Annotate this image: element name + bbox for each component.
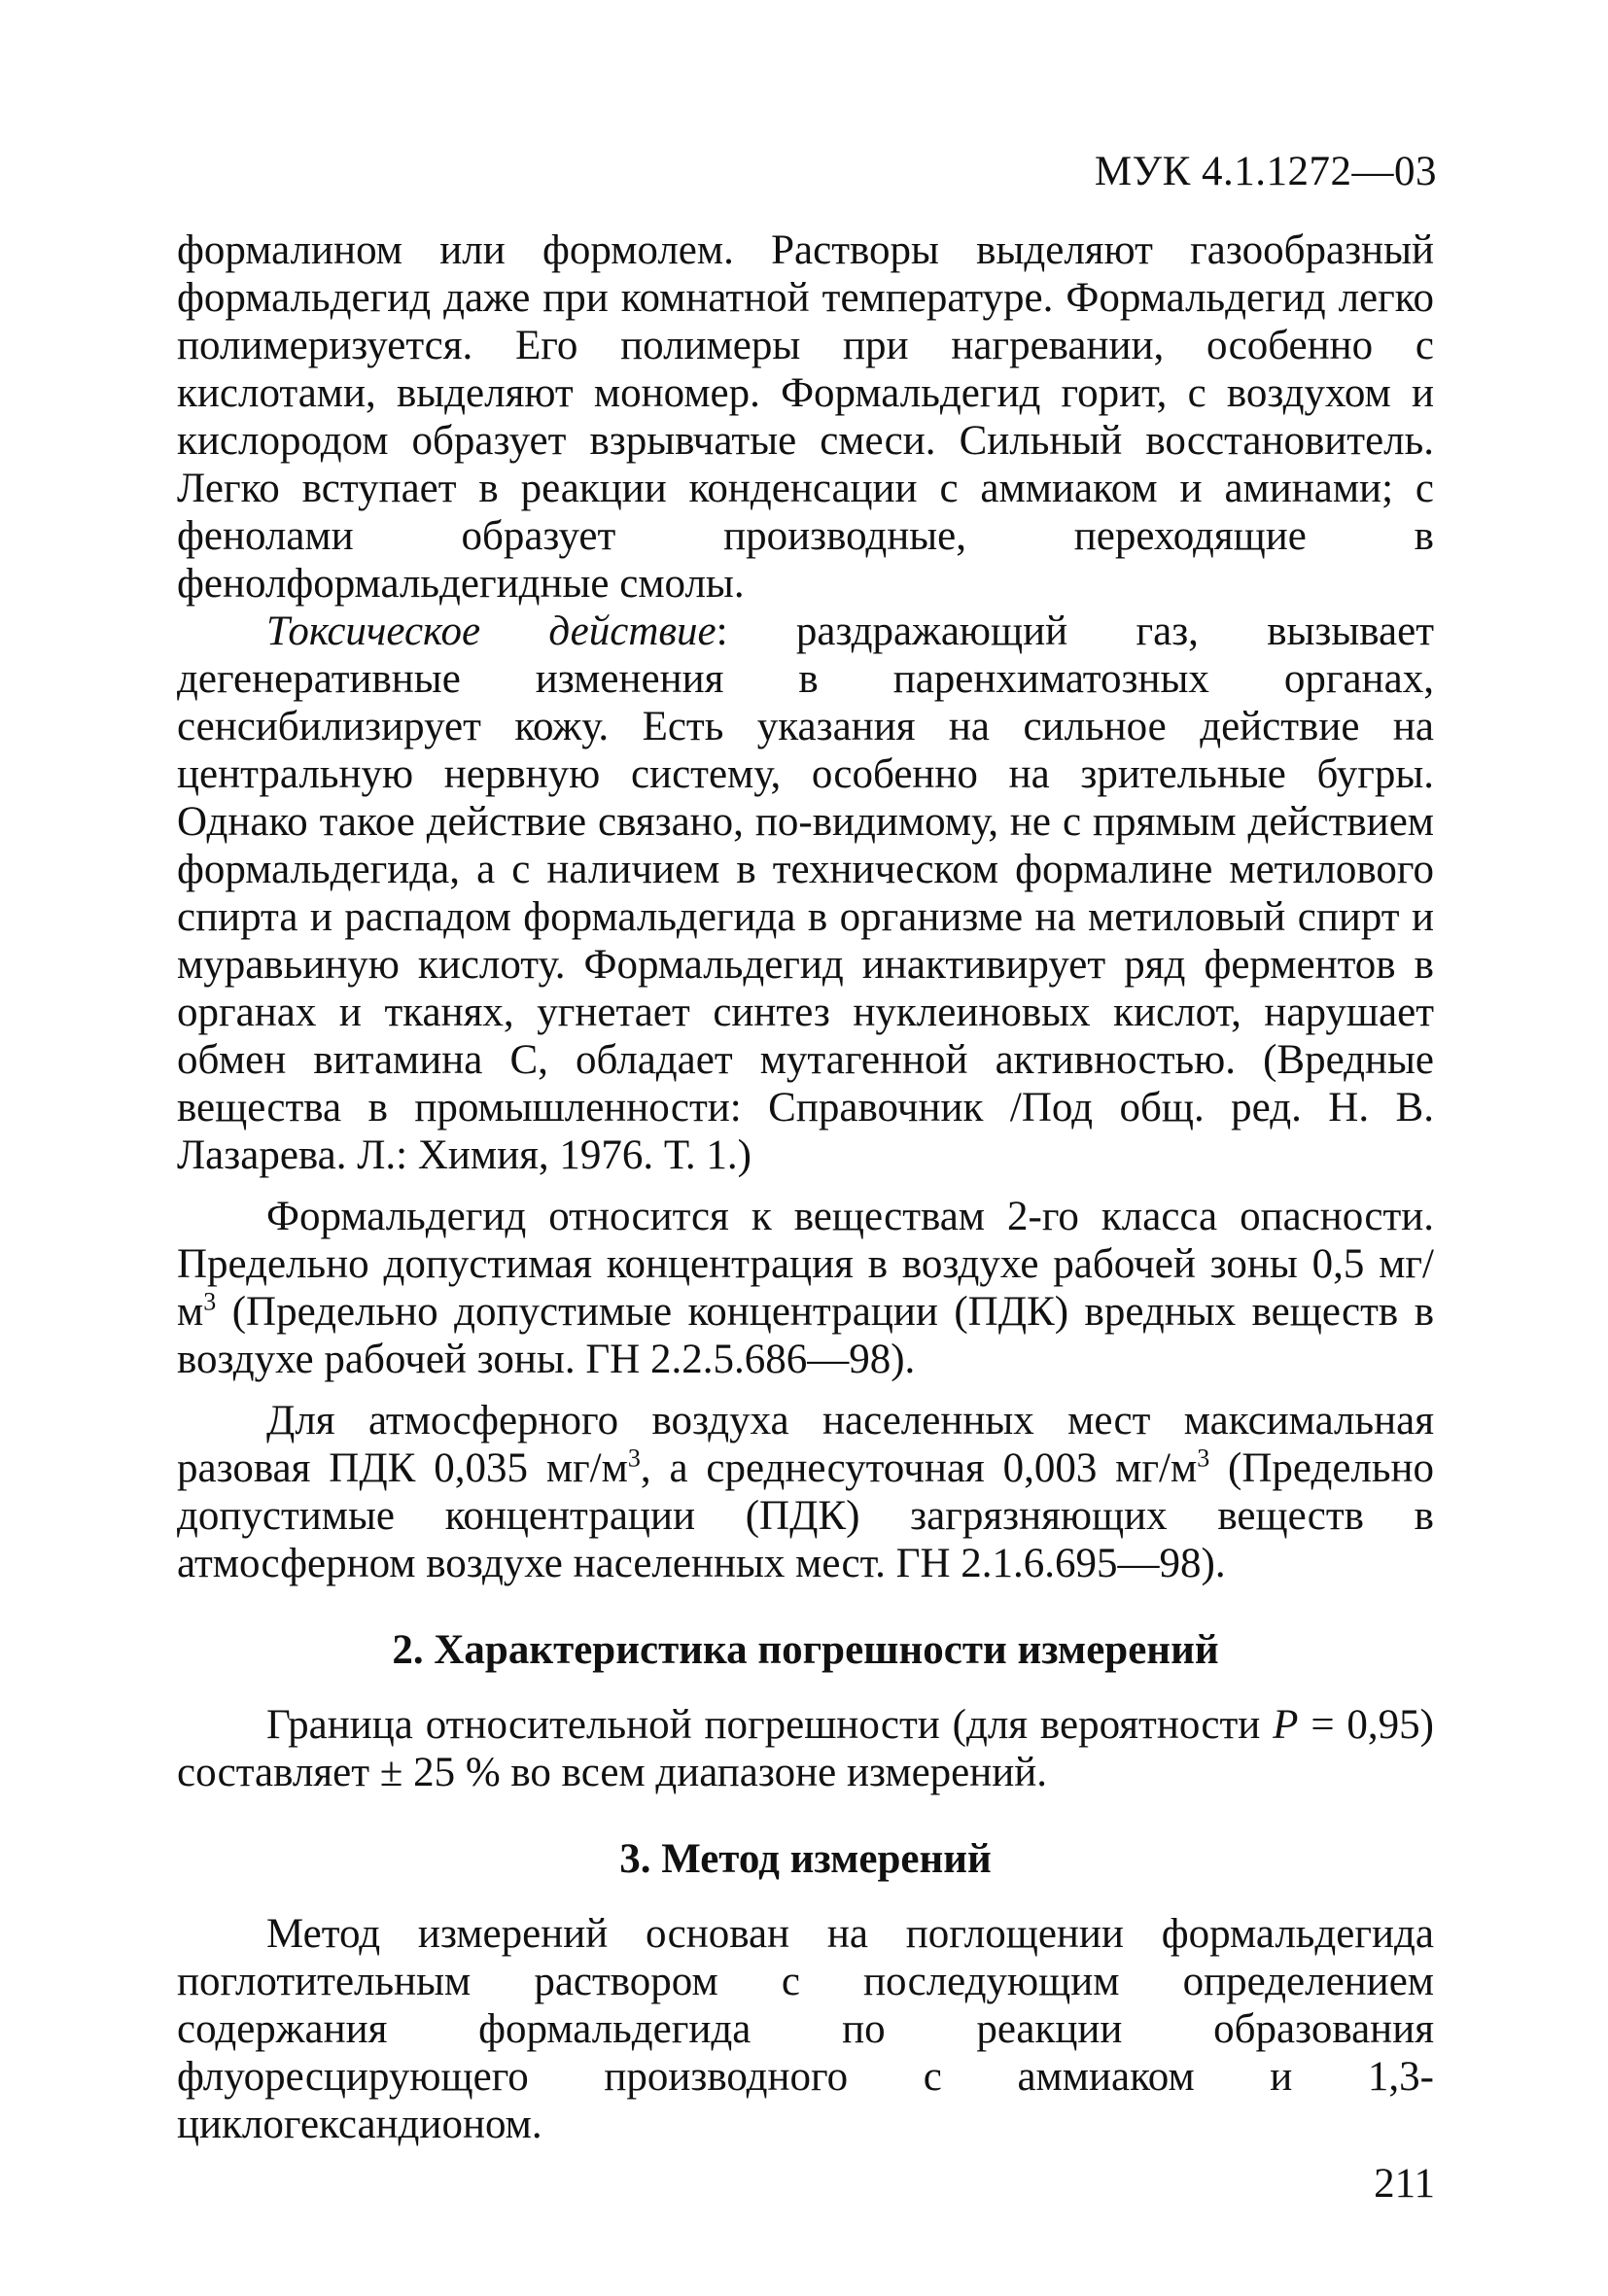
paragraph-toxic-action (177, 608, 1434, 1179)
running-header: МУК 4.1.1272—03 (1094, 149, 1437, 194)
atmospheric-text-b: , а среднесуточная 0,003 мг/м (640, 1445, 1198, 1491)
body-text (177, 226, 1434, 2148)
hazard-text-a: Формальдегид относится к веществам 2-го класса опасности. Предельно допустимая концентрация в воздухе рабочей зоны 0,5 мг/м (177, 1194, 1434, 1335)
error-text-a: Граница относительной погрешности (для вероятности (266, 1702, 1274, 1748)
paragraph-method: Метод измерений основан на поглощении формальдегида поглотительным раствором с последующим определением содержания формальдегида по реакции образования флуоресцирующего производного с аммиаком и 1,3-циклогександионом. (177, 1911, 1434, 2147)
paragraph-error (177, 1701, 1434, 1796)
probability-symbol: P (1273, 1702, 1299, 1748)
atmospheric-text-c: (Предельно допустимые концентрации (ПДК) загрязняющих веществ в атмосферном воздухе населенных мест. ГН 2.1.6.695—98). (177, 1445, 1434, 1586)
paragraph-atmospheric-mpc (177, 1397, 1434, 1587)
atmospheric-text-a: Для атмосферного воздуха населенных мест максимальная разовая ПДК 0,035 мг/м (177, 1398, 1434, 1491)
section-title-method: 3. Метод измерений (619, 1836, 992, 1882)
paragraph-hazard-class (177, 1193, 1434, 1383)
error-text-b: = 0,95) составляет ± 25 % во всем диапазоне измерений. (177, 1702, 1435, 1795)
section-title-error: 2. Характеристика погрешности измерений (392, 1627, 1219, 1673)
superscript-3: 3 (627, 1444, 641, 1473)
superscript-3: 3 (1197, 1444, 1210, 1473)
toxic-action-text: : раздражающий газ, вызывает дегенеративные изменения в паренхиматозных органах, сенсибилизирует кожу. Есть указания на сильное действие на центральную нервную систему, особенно на зрительные бугры. Однако такое действие связано, по-видимому, не с прямым действием формальдегида, а с наличием в техническом формалине метилового спирта и распадом формальдегида в организме на метиловый спирт и муравьиную кислоту. Формальдегид инактивирует ряд ферментов в органах и тканях, угнетает синтез нуклеиновых кислот, нарушает обмен витамина С, обладает мутагенной активностью. (Вредные вещества в промышленности: Справочник /Под общ. ред. Н. В. Лазарева. Л.: Химия, 1976. Т. 1.) (177, 609, 1434, 1178)
hazard-text-b: (Предельно допустимые концентрации (ПДК) вредных веществ в воздухе рабочей зоны. ГН 2.2.5.686—98). (177, 1289, 1434, 1382)
superscript-3: 3 (203, 1287, 217, 1316)
toxic-action-term: Токсическое действие (266, 609, 717, 654)
paragraph-properties: формалином или формолем. Растворы выделяют газообразный формальдегид даже при комнатной температуре. Формальдегид легко полимеризуется. Его полимеры при нагревании, особенно с кислотами, выделяют мономер. Формальдегид горит, с воздухом и кислородом образует взрывчатые смеси. Сильный восстановитель. Легко вступает в реакции конденсации с аммиаком и аминами; с фенолами образует производные, переходящие в фенолформальдегидные смолы. (177, 227, 1434, 607)
page-number: 211 (1374, 2161, 1435, 2207)
